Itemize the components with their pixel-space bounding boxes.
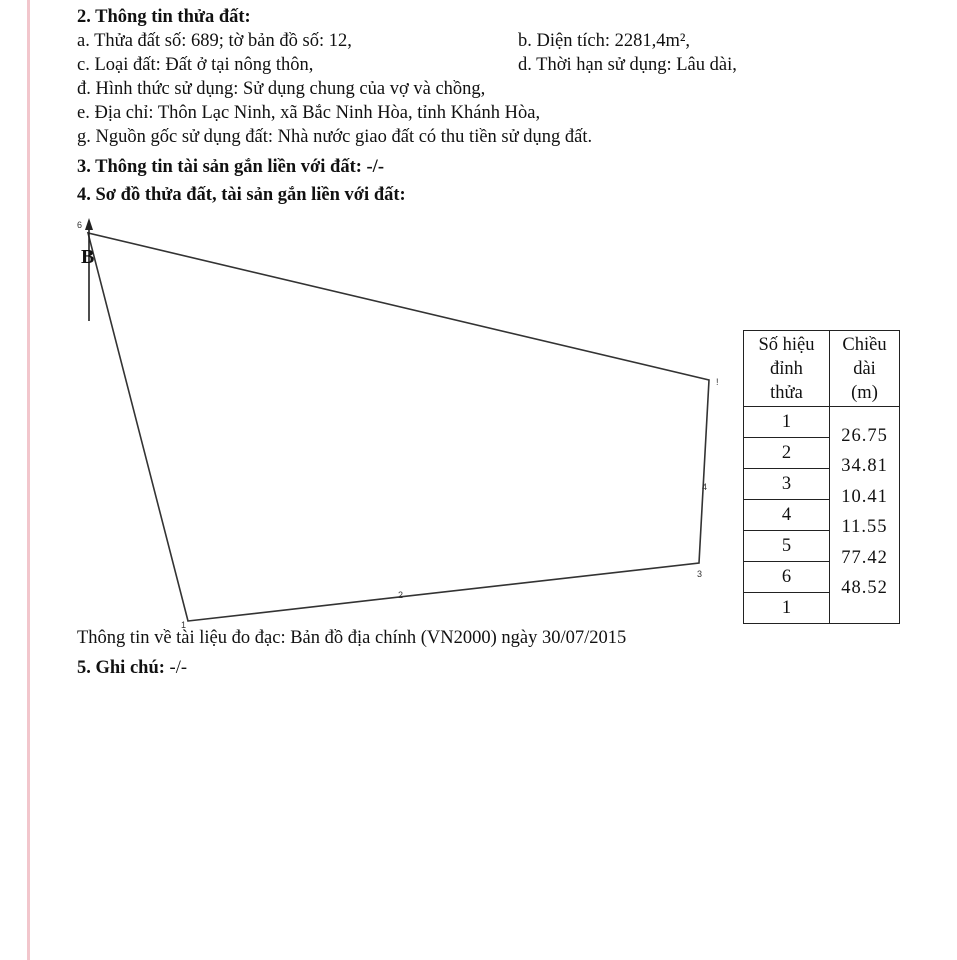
vertex-id-cell: 2 [744, 438, 830, 469]
header-len-line: Chiều [842, 334, 887, 355]
vertex-id-cell: 1 [744, 593, 830, 624]
usage-term: d. Thời hạn sử dụng: Lâu dài, [518, 55, 737, 75]
vertex-id-cell: 4 [744, 500, 830, 531]
vertex-id-cell: 3 [744, 469, 830, 500]
header-id-line: Số hiệu [758, 334, 815, 355]
edge-length: 10.41 [841, 486, 888, 507]
section5-notes [77, 656, 187, 680]
section5-value: -/- [164, 658, 187, 678]
parcel-number: a. Thửa đất số: 689; tờ bản đồ số: 12, [77, 31, 352, 51]
section3-heading: 3. Thông tin tài sản gắn liền với đất: -/- [77, 157, 384, 177]
north-label: B [81, 246, 95, 268]
section5-label: 5. Ghi chú: [77, 658, 165, 678]
edge-length: 11.55 [841, 517, 888, 538]
vertex-label-3: 3 [697, 569, 703, 579]
vertex-id-cell: 1 [744, 407, 830, 438]
header-len-line: dài [853, 358, 876, 379]
land-type: c. Loại đất: Đất ở tại nông thôn, [77, 55, 314, 75]
edge-length: 34.81 [841, 456, 888, 477]
edge-length: 48.52 [841, 577, 888, 598]
table-header-row [744, 331, 900, 407]
vertex-id-cell: 5 [744, 531, 830, 562]
lengths-cell [830, 407, 900, 624]
vertex-label-2: 2 [398, 590, 404, 600]
section4-heading: 4. Sơ đồ thửa đất, tài sản gắn liền với đất: [77, 185, 406, 205]
vertex-label-4: 4 [702, 482, 708, 492]
section2-heading: 2. Thông tin thửa đất: [77, 7, 251, 27]
header-id-line: đỉnh [770, 358, 803, 379]
vertex-label-1: 1 [181, 620, 187, 630]
vertex-id-cell: 6 [744, 562, 830, 593]
header-length [830, 331, 900, 407]
vertex-length-table [743, 330, 900, 624]
vertex-label-6: 6 [77, 220, 83, 230]
usage-form: đ. Hình thức sử dụng: Sử dụng chung của vợ và chồng, [77, 79, 486, 99]
header-id-line: thửa [770, 382, 803, 403]
table-row [744, 407, 900, 438]
survey-document-info: Thông tin về tài liệu đo đạc: Bản đồ địa chính (VN2000) ngày 30/07/2015 [77, 628, 627, 648]
header-vertex-id [744, 331, 830, 407]
land-origin: g. Nguồn gốc sử dụng đất: Nhà nước giao đất có thu tiền sử dụng đất. [77, 127, 593, 147]
parcel-boundary [88, 233, 709, 621]
parcel-area: b. Diện tích: 2281,4m², [518, 31, 691, 51]
parcel-address: e. Địa chỉ: Thôn Lạc Ninh, xã Bắc Ninh Hòa, tỉnh Khánh Hòa, [77, 103, 541, 123]
edge-length: 26.75 [841, 426, 888, 446]
vertex-label-5: ! [716, 377, 719, 387]
north-arrow-head [85, 218, 93, 230]
header-len-line: (m) [851, 382, 878, 403]
edge-length: 77.42 [841, 547, 888, 568]
